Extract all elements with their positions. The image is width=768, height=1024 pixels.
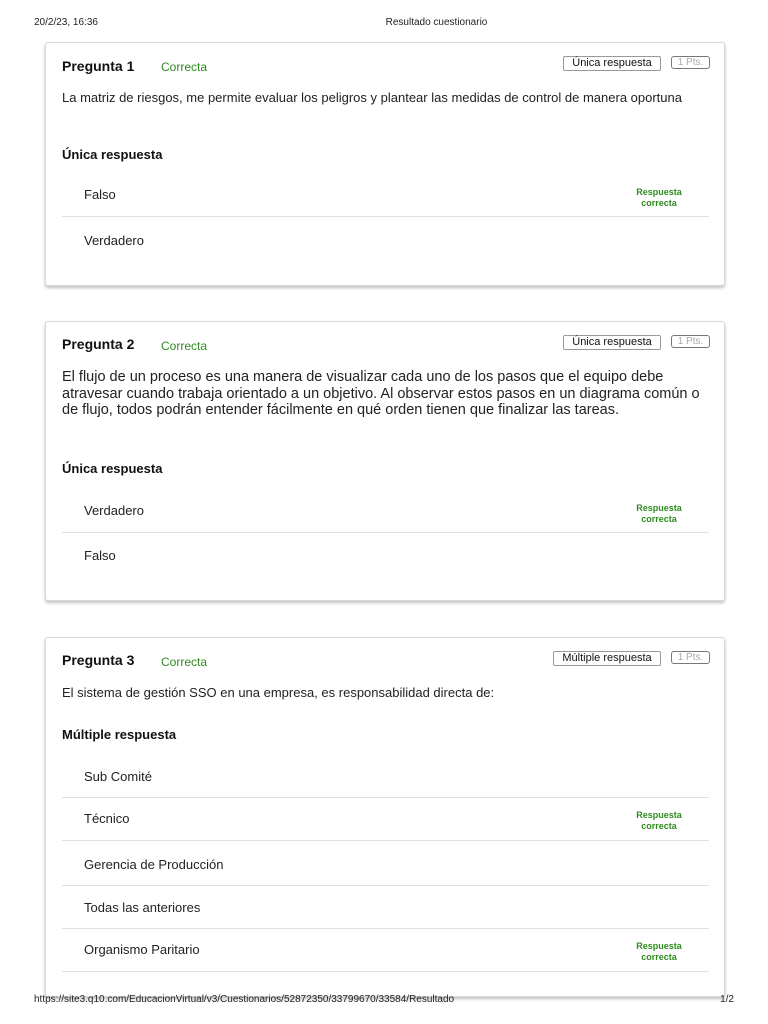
correct-answer-marker: Respuesta correcta (636, 503, 682, 524)
correct-answer-marker: Respuesta correcta (636, 941, 682, 962)
answer-option-label: Verdadero (84, 233, 144, 248)
answer-heading: Única respuesta (62, 147, 163, 162)
answer-heading: Única respuesta (62, 461, 163, 476)
answer-heading: Múltiple respuesta (62, 727, 177, 742)
question-points-badge: 1 Pts. (671, 56, 710, 69)
answer-option (62, 798, 709, 841)
question-status: Correcta (161, 339, 208, 353)
answer-option (62, 754, 709, 798)
question-type-badge: Única respuesta (563, 56, 661, 71)
question-points-badge: 1 Pts. (671, 651, 710, 664)
question-text: El flujo de un proceso es una manera de visualizar cada uno de los pasos que el equipo debe atravesar cuando trabaja orientado a un objetivo. Al observar estos pasos en un diagrama común o de flujo, todos podrán entender fácilmente en qué orden tienen que finalizar las tareas. (62, 369, 700, 418)
correct-answer-marker: Respuesta correcta (636, 810, 682, 831)
answer-option (62, 929, 709, 972)
question-card-1 (45, 42, 725, 286)
print-date: 20/2/23, 16:36 (34, 17, 98, 28)
question-card-3 (45, 637, 725, 997)
answer-option (62, 173, 709, 217)
answer-option (62, 534, 709, 578)
answer-option-label: Todas las anteriores (84, 900, 201, 915)
question-type-badge: Única respuesta (563, 335, 661, 350)
question-text: La matriz de riesgos, me permite evaluar los peligros y plantear las medidas de control de manera oportuna (62, 90, 682, 105)
answer-option-label: Gerencia de Producción (84, 857, 224, 872)
answer-option-label: Falso (84, 187, 116, 202)
print-header (0, 17, 768, 31)
answer-option-label: Organismo Paritario (84, 942, 200, 957)
question-points-badge: 1 Pts. (671, 335, 710, 348)
answer-option-label: Falso (84, 548, 116, 563)
answer-option-label: Técnico (84, 811, 130, 826)
page-number: 1/2 (720, 994, 734, 1005)
print-title: Resultado cuestionario (385, 17, 488, 28)
answer-option (62, 488, 709, 533)
question-status: Correcta (161, 655, 208, 669)
answer-option (62, 886, 709, 929)
answer-option (62, 218, 709, 262)
question-type-badge: Múltiple respuesta (553, 651, 661, 666)
correct-answer-marker: Respuesta correcta (636, 187, 682, 208)
question-text: El sistema de gestión SSO en una empresa, es responsabilidad directa de: (62, 685, 495, 700)
question-title: Pregunta 1 (62, 58, 135, 74)
print-url: https://site3.q10.com/EducacionVirtual/v3/Cuestionarios/52872350/33799670/33584/Resultado (34, 994, 455, 1005)
answer-option-label: Sub Comité (84, 769, 152, 784)
answer-option-label: Verdadero (84, 503, 144, 518)
question-card-2 (45, 321, 725, 601)
question-title: Pregunta 2 (62, 336, 135, 352)
answer-option (62, 841, 709, 886)
question-status: Correcta (161, 60, 208, 74)
question-title: Pregunta 3 (62, 652, 135, 668)
